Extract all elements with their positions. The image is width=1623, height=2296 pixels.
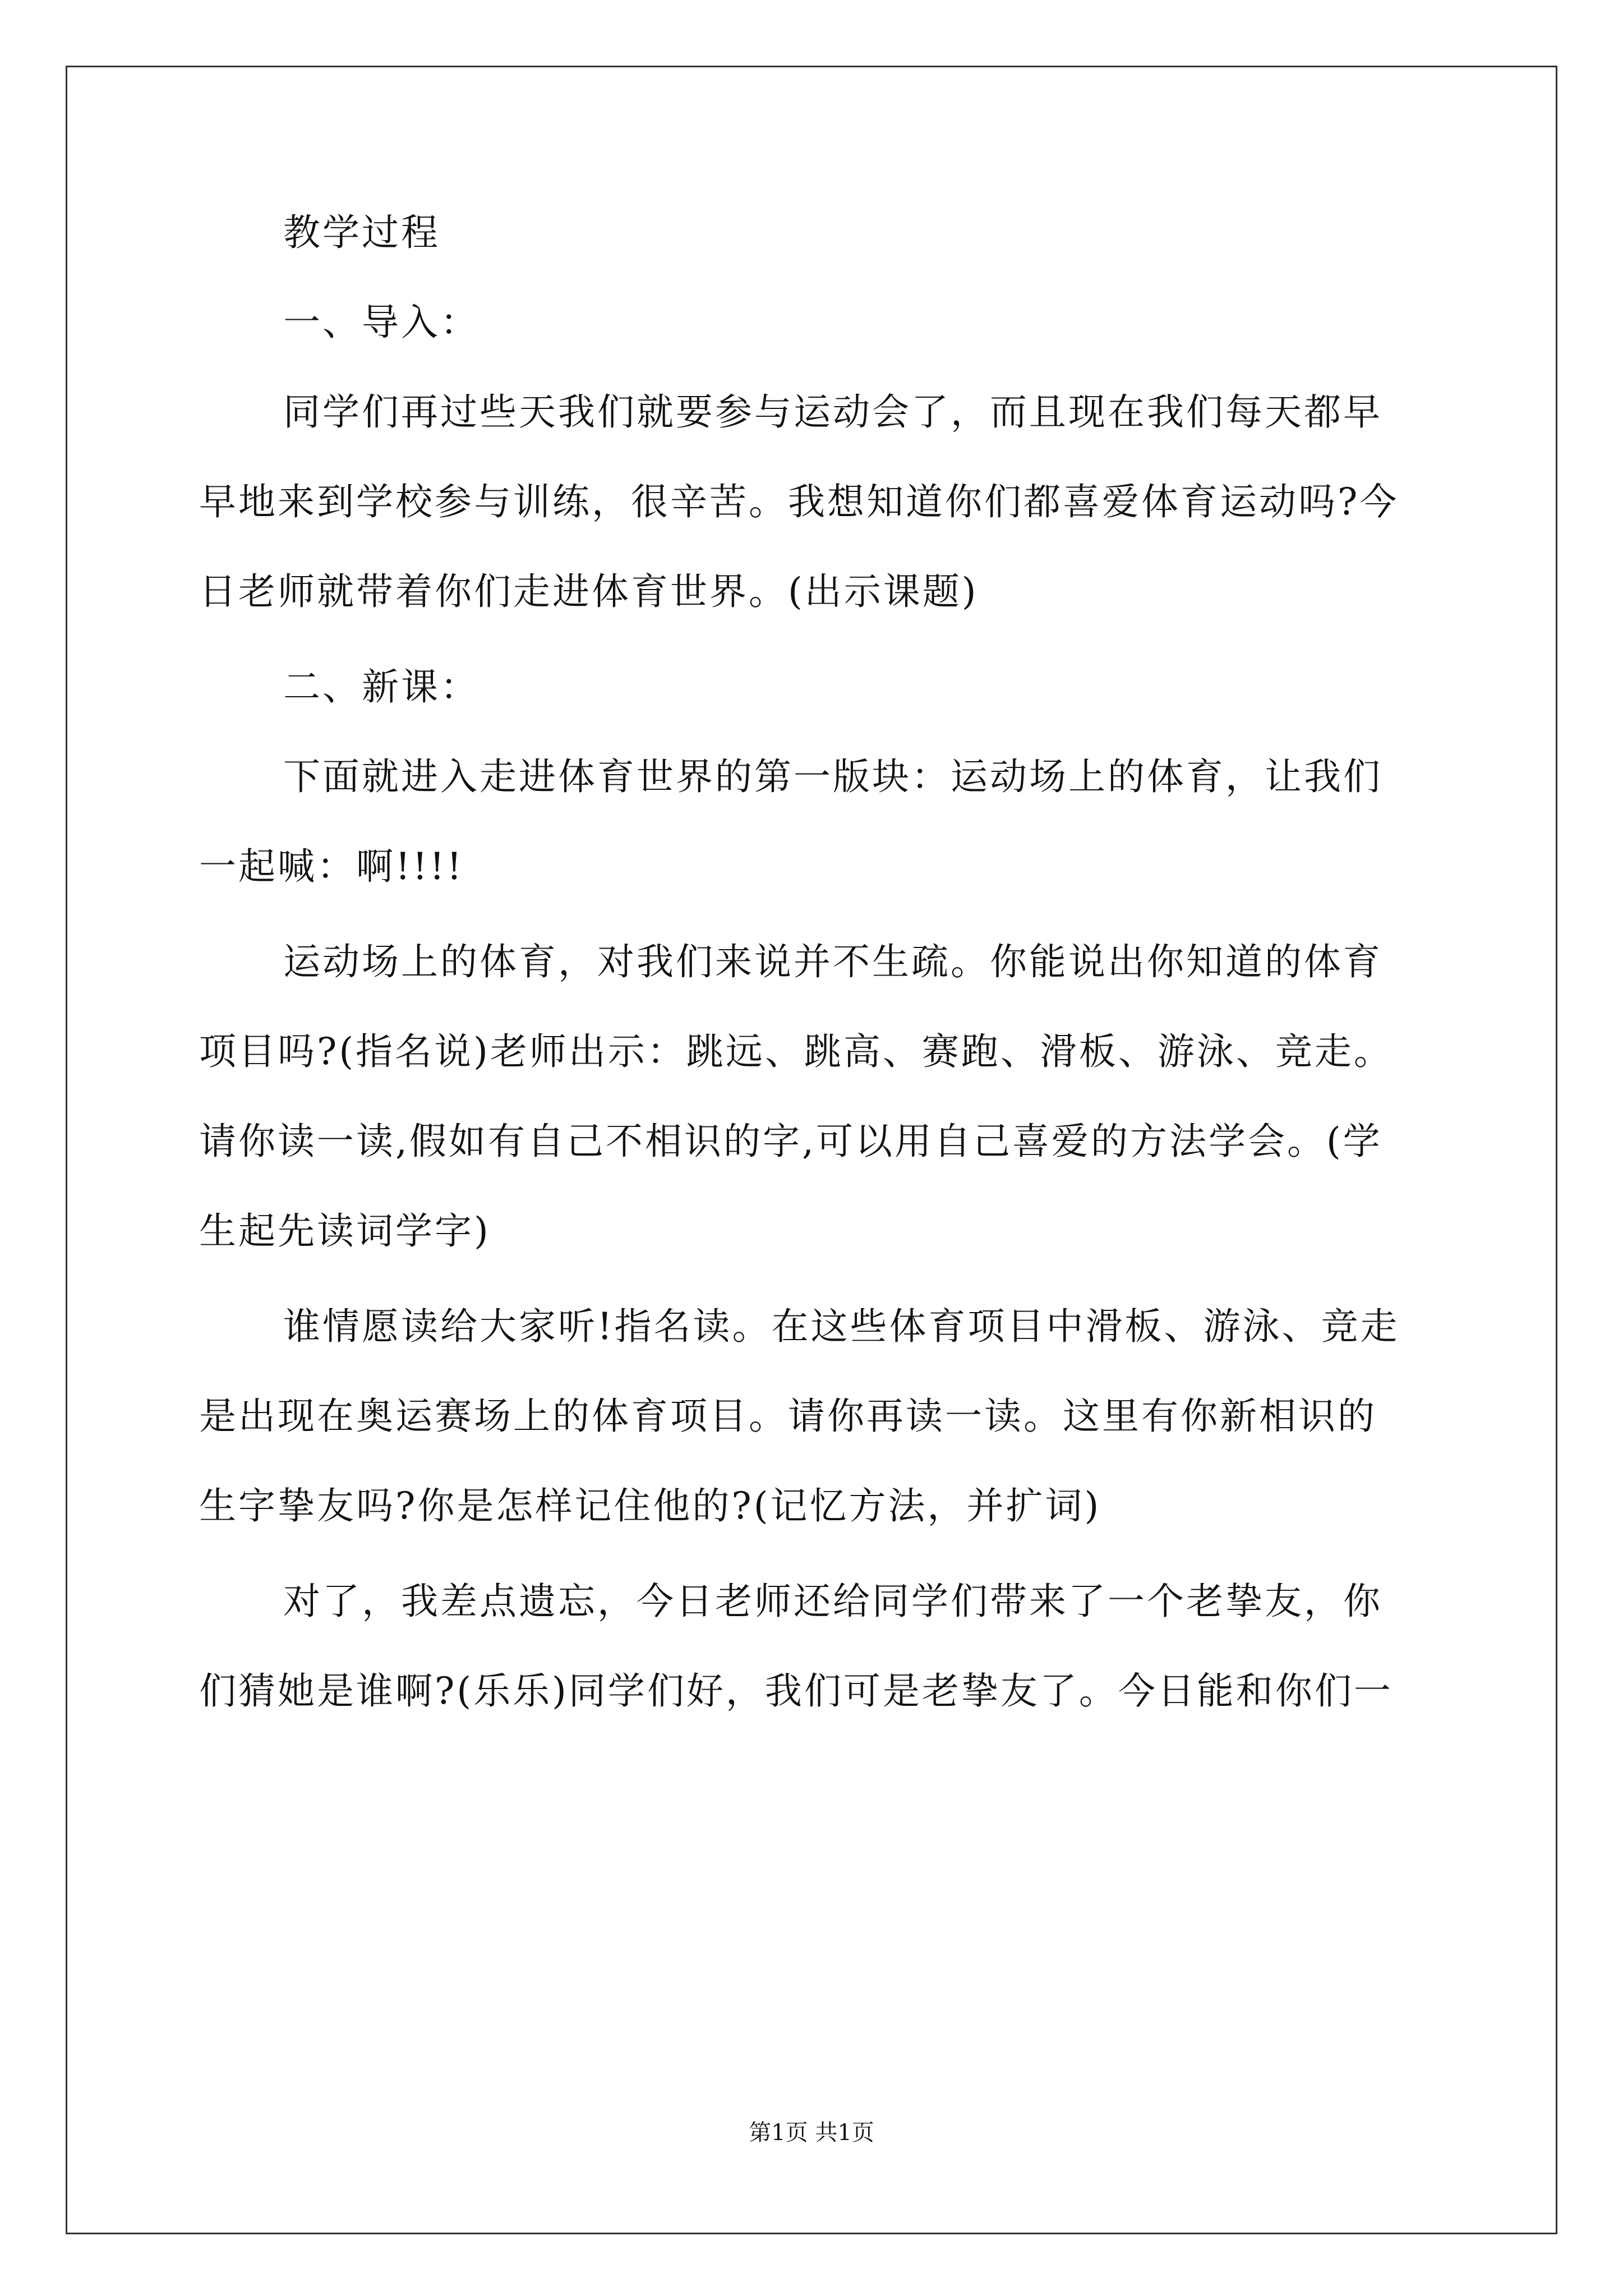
page-footer: 第1页 共1页: [749, 2120, 874, 2146]
paragraph-line: 对了，我差点遗忘，今日老师还给同学们带来了一个老挚友，你: [283, 1580, 1382, 1623]
paragraph-line: 早地来到学校参与训练，很辛苦。我想知道你们都喜爱体育运动吗?今: [199, 480, 1399, 523]
section-heading-intro: 一、导入：: [283, 301, 479, 344]
paragraph-line: 是出现在奥运赛场上的体育项目。请你再读一读。这里有你新相识的: [199, 1395, 1377, 1438]
section-heading-new-lesson: 二、新课：: [283, 665, 479, 708]
paragraph-line: 日老师就带着你们走进体育世界。(出示课题): [199, 570, 979, 613]
paragraph-line: 谁情愿读给大家听!指名读。在这些体育项目中滑板、游泳、竞走: [283, 1305, 1400, 1348]
paragraph-line: 同学们再过些天我们就要参与运动会了，而且现在我们每天都早: [283, 390, 1382, 434]
paragraph-line: 项目吗?(指名说)老师出示：跳远、跳高、赛跑、滑板、游泳、竞走。: [199, 1030, 1393, 1073]
paragraph-line: 生字挚友吗?你是怎样记住他的?(记忆方法，并扩词): [199, 1484, 1101, 1527]
paragraph-line: 请你读一读,假如有自己不相识的字,可以用自己喜爱的方法学会。(学: [199, 1120, 1382, 1163]
paragraph-line: 运动场上的体育，对我们来说并不生疏。你能说出你知道的体育: [283, 940, 1382, 983]
paragraph-line: 一起喊：啊!!!!: [199, 845, 464, 888]
heading-teaching-process: 教学过程: [283, 211, 440, 254]
paragraph-line: 们猜她是谁啊?(乐乐)同学们好，我们可是老挚友了。今日能和你们一: [199, 1669, 1393, 1713]
paragraph-line: 生起先读词学字): [199, 1209, 491, 1253]
paragraph-line: 下面就进入走进体育世界的第一版块：运动场上的体育，让我们: [283, 755, 1382, 798]
